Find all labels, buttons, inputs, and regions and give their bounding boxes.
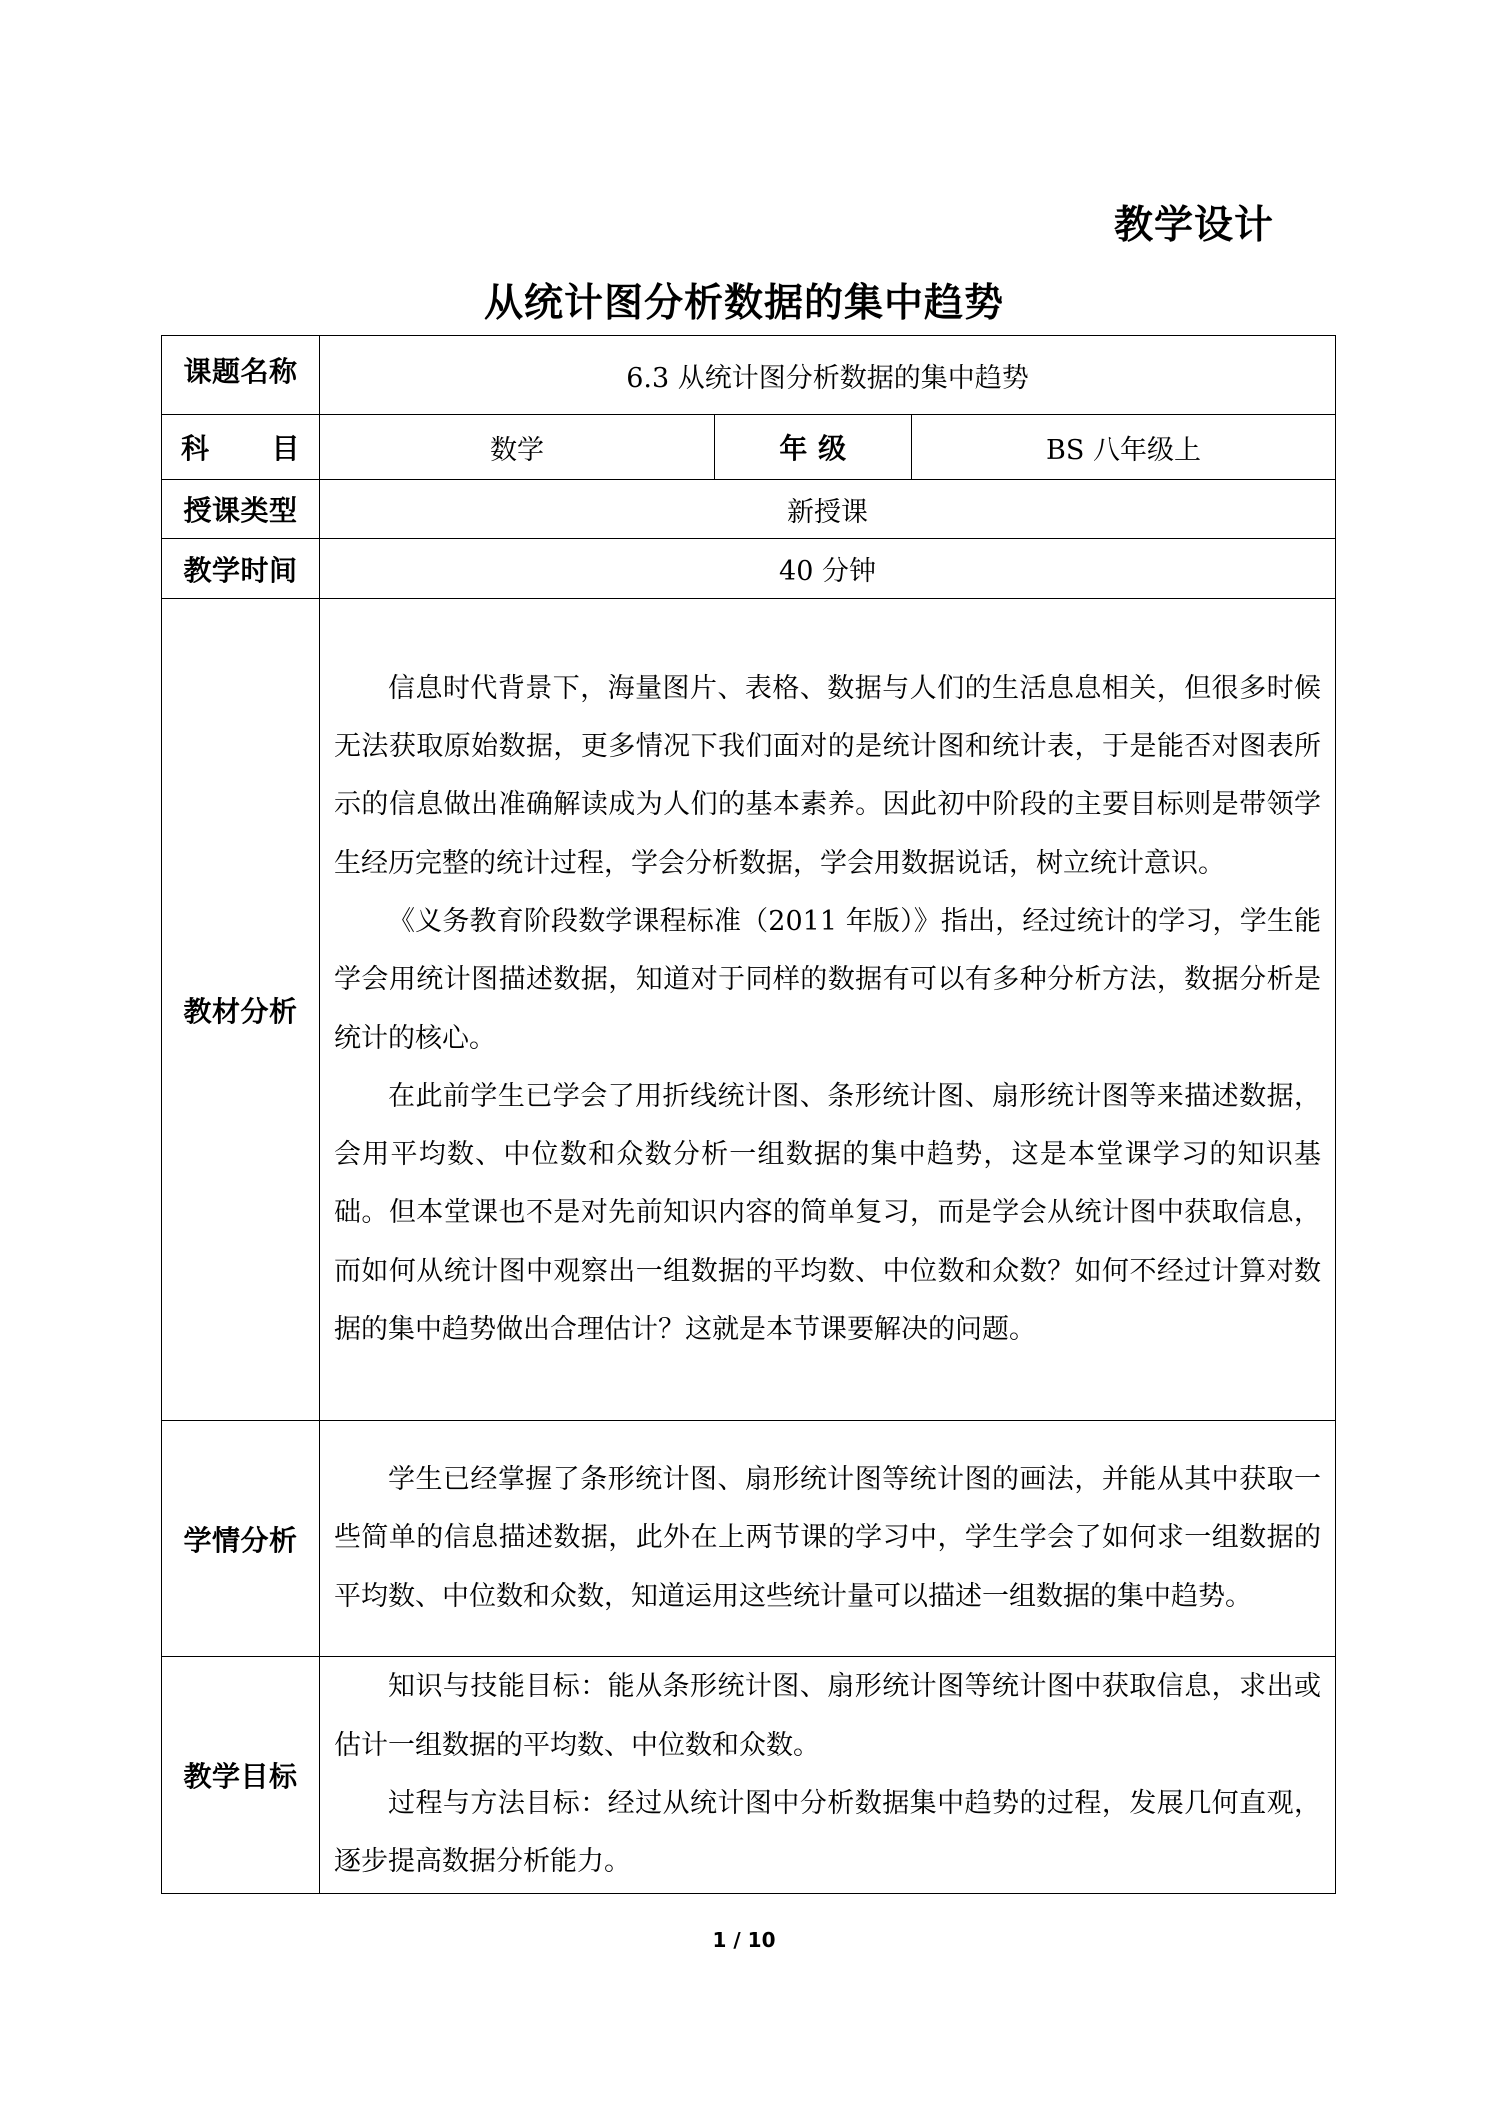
student-analysis-content bbox=[320, 1421, 1336, 1657]
document-title: 从统计图分析数据的集中趋势 bbox=[483, 281, 1004, 326]
teaching-goals-paragraph: 知识与技能目标：能从条形统计图、扇形统计图等统计图中获取信息，求出或估计一组数据的平均数、中位数和众数。 bbox=[334, 1671, 1322, 1761]
lesson-type-value: 新授课 bbox=[320, 480, 1336, 539]
subject-label-char-1: 科 bbox=[180, 432, 210, 465]
teaching-goals-label: 教学目标 bbox=[162, 1657, 320, 1894]
teaching-goals-content bbox=[320, 1657, 1336, 1894]
row-teaching-goals bbox=[162, 1657, 1336, 1894]
row-student-analysis bbox=[162, 1421, 1336, 1657]
row-lesson-type bbox=[162, 480, 1336, 539]
material-analysis-paragraph: 《义务教育阶段数学课程标准（2011 年版）》指出，经过统计的学习，学生能学会用统计图描述数据，知道对于同样的数据有可以有多种分析方法，数据分析是统计的核心。 bbox=[334, 905, 1322, 1054]
material-analysis-paragraph: 信息时代背景下，海量图片、表格、数据与人们的生活息息相关，但很多时候无法获取原始数据，更多情况下我们面对的是统计图和统计表，于是能否对图表所示的信息做出准确解读成为人们的基本素养。因此初中阶段的主要目标则是带领学生经历完整的统计过程，学会分析数据，学会用数据说话，树立统计意识。 bbox=[334, 672, 1322, 879]
lesson-plan-table bbox=[161, 335, 1336, 1894]
duration-value: 40 分钟 bbox=[320, 539, 1336, 599]
topic-label: 课题名称 bbox=[162, 336, 320, 415]
grade-value: BS 八年级上 bbox=[912, 415, 1336, 480]
material-analysis-content bbox=[320, 599, 1336, 1421]
teaching-goals-paragraph: 过程与方法目标：经过从统计图中分析数据集中趋势的过程，发展几何直观，逐步提高数据分析能力。 bbox=[334, 1788, 1322, 1878]
row-subject-grade bbox=[162, 415, 1336, 480]
row-topic bbox=[162, 336, 1336, 415]
duration-label: 教学时间 bbox=[162, 539, 320, 599]
topic-value: 6.3 从统计图分析数据的集中趋势 bbox=[320, 336, 1336, 415]
page-number: 1 / 10 bbox=[712, 1928, 776, 1952]
material-analysis-label: 教材分析 bbox=[162, 599, 320, 1421]
row-material-analysis bbox=[162, 599, 1336, 1421]
grade-label: 年 级 bbox=[715, 415, 912, 480]
row-duration bbox=[162, 539, 1336, 599]
subject-label-char-2: 目 bbox=[271, 432, 301, 465]
document-type-label: 教学设计 bbox=[1113, 203, 1274, 248]
student-analysis-paragraph: 学生已经掌握了条形统计图、扇形统计图等统计图的画法，并能从其中获取一些简单的信息描述数据，此外在上两节课的学习中，学生学会了如何求一组数据的平均数、中位数和众数，知道运用这些统计量可以描述一组数据的集中趋势。 bbox=[334, 1464, 1322, 1612]
subject-value: 数学 bbox=[320, 415, 715, 480]
student-analysis-label: 学情分析 bbox=[162, 1421, 320, 1657]
material-analysis-paragraph: 在此前学生已学会了用折线统计图、条形统计图、扇形统计图等来描述数据，会用平均数、中位数和众数分析一组数据的集中趋势，这是本堂课学习的知识基础。但本堂课也不是对先前知识内容的简单复习，而是学会从统计图中获取信息，而如何从统计图中观察出一组数据的平均数、中位数和众数？如何不经过计算对数据的集中趋势做出合理估计？这就是本节课要解决的问题。 bbox=[334, 1080, 1322, 1345]
subject-label bbox=[162, 415, 320, 480]
lesson-type-label: 授课类型 bbox=[162, 480, 320, 539]
